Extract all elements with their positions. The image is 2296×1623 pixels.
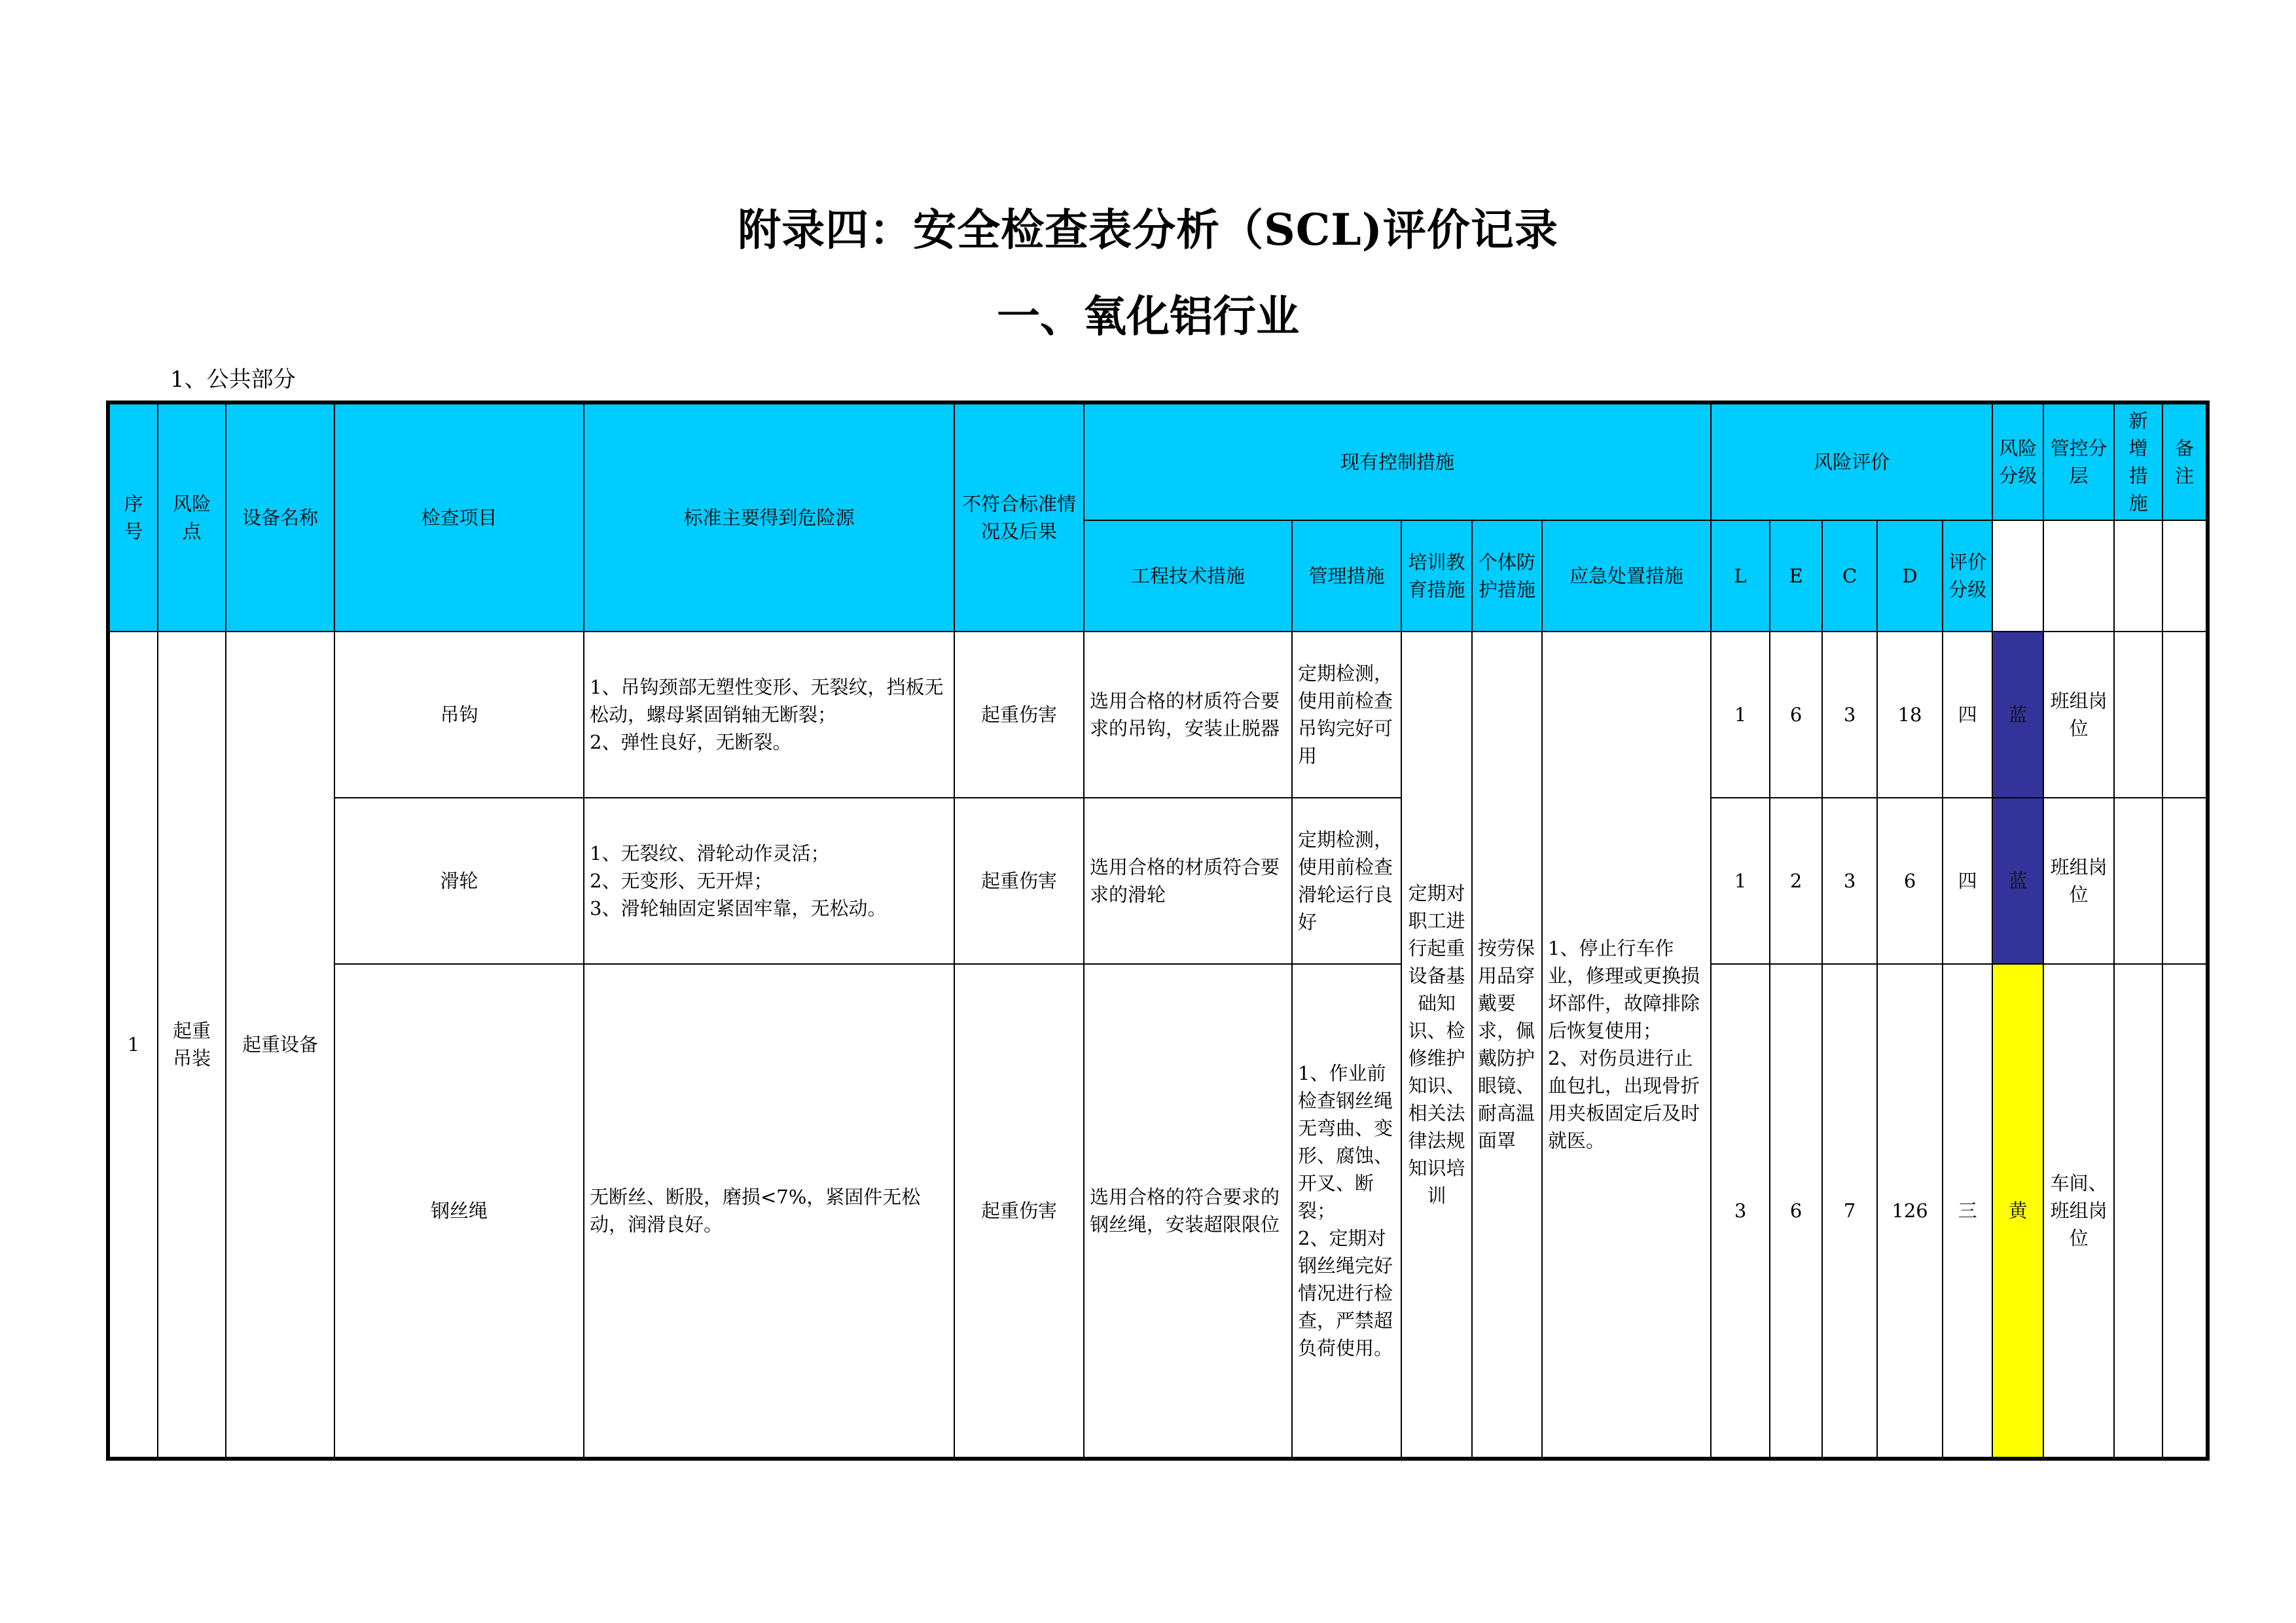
cell-risk-level: 蓝 xyxy=(1992,632,2043,798)
cell-risk-point: 起重吊装 xyxy=(158,632,226,1459)
header-equipment: 设备名称 xyxy=(226,402,334,632)
cell-seq: 1 xyxy=(108,632,158,1459)
page-subtitle: 一、氧化铝行业 xyxy=(997,291,1299,342)
header-eng: 工程技术措施 xyxy=(1084,520,1292,632)
header-c: C xyxy=(1822,520,1877,632)
cell-emerg: 1、停止行车作业，修理或更换损坏部件，故障排除后恢复使用； 2、对伤员进行止血包扎，出现骨折用夹板固定后及时就医。 xyxy=(1542,632,1711,1459)
cell-new-measures xyxy=(2114,964,2162,1459)
cell-control-level: 班组岗位 xyxy=(2043,798,2114,964)
cell-standard: 无断丝、断股，磨损<7%，紧固件无松动，润滑良好。 xyxy=(584,964,954,1459)
page-title: 附录四：安全检查表分析（SCL)评价记录 xyxy=(738,204,1558,255)
cell-ppe: 按劳保用品穿戴要求，佩戴防护眼镜、耐高温面罩 xyxy=(1472,632,1542,1459)
cell-risk-level: 蓝 xyxy=(1992,798,2043,964)
cell-e: 6 xyxy=(1770,964,1822,1459)
header-item: 检查项目 xyxy=(334,402,584,632)
header-seq: 序号 xyxy=(108,402,158,632)
header-nonconform: 不符合标准情况及后果 xyxy=(954,402,1084,632)
header-blank xyxy=(2114,520,2162,632)
cell-standard: 1、无裂纹、滑轮动作灵活； 2、无变形、无开焊； 3、滑轮轴固定紧固牢靠，无松动。 xyxy=(584,798,954,964)
cell-nonconform: 起重伤害 xyxy=(954,964,1084,1459)
header-controls: 现有控制措施 xyxy=(1084,402,1711,520)
header-remarks: 备注 xyxy=(2162,402,2208,520)
cell-e: 2 xyxy=(1770,798,1822,964)
cell-mgmt: 1、作业前检查钢丝绳无弯曲、变形、腐蚀、开叉、断裂； 2、定期对钢丝绳完好情况进行检查，严禁超负荷使用。 xyxy=(1292,964,1401,1459)
table-row xyxy=(108,632,2208,798)
cell-eng: 选用合格的材质符合要求的吊钩，安装止脱器 xyxy=(1084,632,1292,798)
scl-table xyxy=(106,401,2210,1461)
header-eval: 风险评价 xyxy=(1711,402,1992,520)
cell-e: 6 xyxy=(1770,632,1822,798)
cell-d: 126 xyxy=(1877,964,1943,1459)
cell-eng: 选用合格的符合要求的钢丝绳，安装超限限位 xyxy=(1084,964,1292,1459)
section-label: 1、公共部分 xyxy=(170,366,296,393)
header-new-measures: 新增措施 xyxy=(2114,402,2162,520)
cell-l: 1 xyxy=(1711,798,1770,964)
header-d: D xyxy=(1877,520,1943,632)
cell-c: 7 xyxy=(1822,964,1877,1459)
header-ppe: 个体防护措施 xyxy=(1472,520,1542,632)
cell-remarks xyxy=(2162,964,2208,1459)
header-l: L xyxy=(1711,520,1770,632)
header-blank xyxy=(2043,520,2114,632)
cell-control-level: 班组岗位 xyxy=(2043,632,2114,798)
cell-control-level: 车间、班组岗位 xyxy=(2043,964,2114,1459)
cell-grade: 三 xyxy=(1943,964,1992,1459)
cell-equipment: 起重设备 xyxy=(226,632,334,1459)
cell-l: 1 xyxy=(1711,632,1770,798)
cell-mgmt: 定期检测，使用前检查吊钩完好可用 xyxy=(1292,632,1401,798)
header-grade: 评价分级 xyxy=(1943,520,1992,632)
cell-l: 3 xyxy=(1711,964,1770,1459)
cell-train: 定期对职工进行起重设备基础知识、检修维护知识、相关法律法规知识培训 xyxy=(1401,632,1472,1459)
cell-risk-level: 黄 xyxy=(1992,964,2043,1459)
header-risk-point: 风险点 xyxy=(158,402,226,632)
cell-c: 3 xyxy=(1822,798,1877,964)
cell-grade: 四 xyxy=(1943,632,1992,798)
header-e: E xyxy=(1770,520,1822,632)
header-blank xyxy=(2162,520,2208,632)
cell-d: 6 xyxy=(1877,798,1943,964)
cell-nonconform: 起重伤害 xyxy=(954,798,1084,964)
header-blank xyxy=(1992,520,2043,632)
cell-eng: 选用合格的材质符合要求的滑轮 xyxy=(1084,798,1292,964)
cell-d: 18 xyxy=(1877,632,1943,798)
cell-remarks xyxy=(2162,632,2208,798)
cell-c: 3 xyxy=(1822,632,1877,798)
table-row xyxy=(108,798,2208,964)
cell-item: 滑轮 xyxy=(334,798,584,964)
cell-nonconform: 起重伤害 xyxy=(954,632,1084,798)
cell-new-measures xyxy=(2114,632,2162,798)
cell-grade: 四 xyxy=(1943,798,1992,964)
header-mgmt: 管理措施 xyxy=(1292,520,1401,632)
cell-standard: 1、吊钩颈部无塑性变形、无裂纹，挡板无松动，螺母紧固销轴无断裂； 2、弹性良好，无断裂。 xyxy=(584,632,954,798)
cell-new-measures xyxy=(2114,798,2162,964)
cell-remarks xyxy=(2162,798,2208,964)
cell-item: 吊钩 xyxy=(334,632,584,798)
header-standard: 标准主要得到危险源 xyxy=(584,402,954,632)
header-risk-level: 风险分级 xyxy=(1992,402,2043,520)
table-row xyxy=(108,964,2208,1459)
header-emerg: 应急处置措施 xyxy=(1542,520,1711,632)
header-control-level: 管控分层 xyxy=(2043,402,2114,520)
cell-item: 钢丝绳 xyxy=(334,964,584,1459)
header-train: 培训教育措施 xyxy=(1401,520,1472,632)
cell-mgmt: 定期检测，使用前检查滑轮运行良好 xyxy=(1292,798,1401,964)
